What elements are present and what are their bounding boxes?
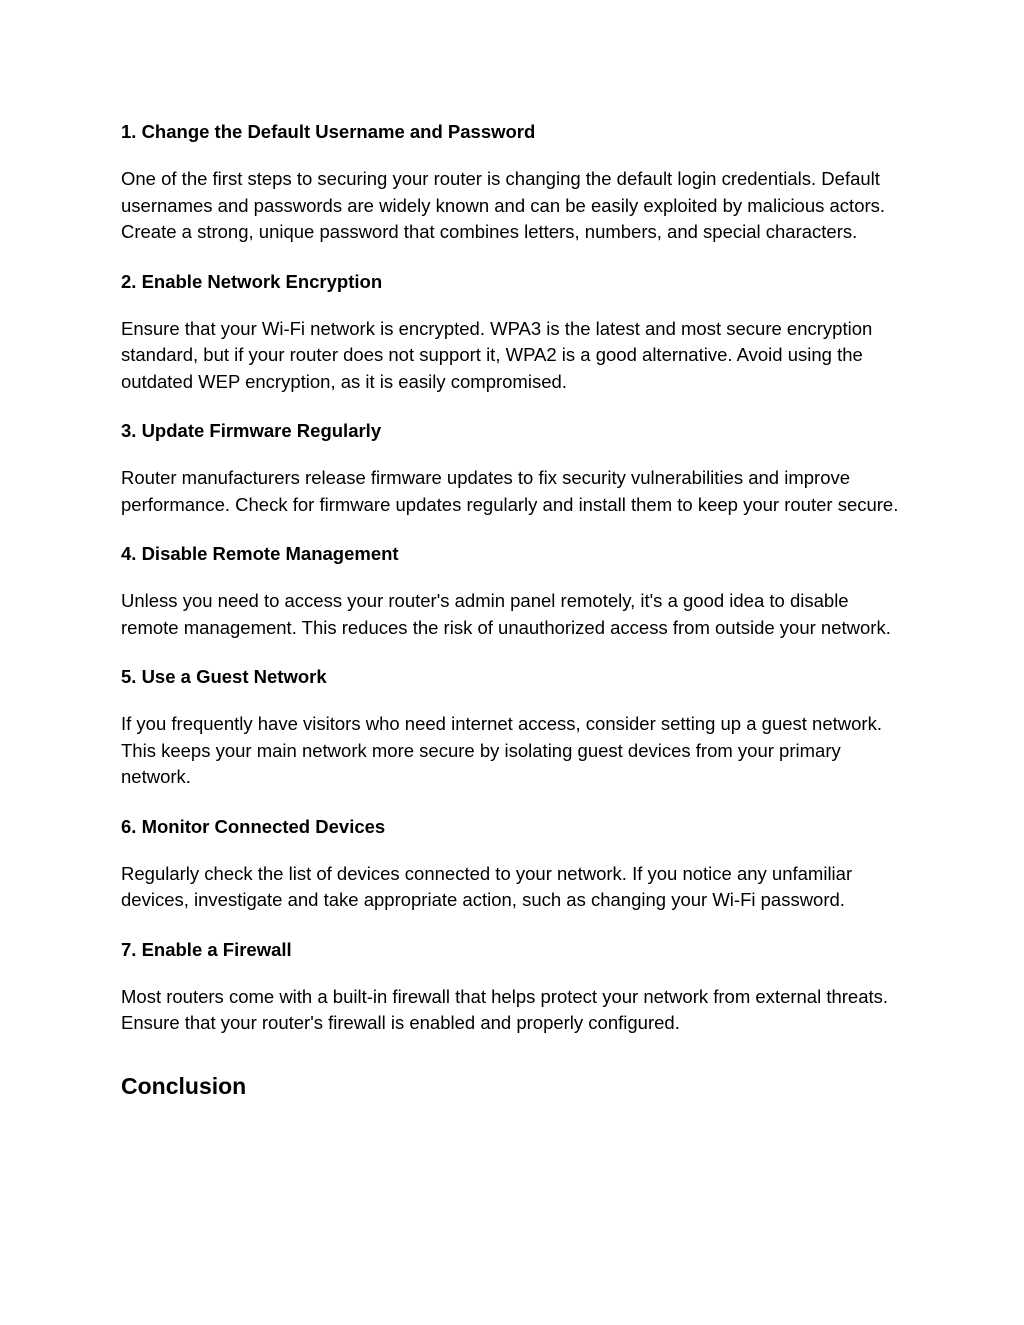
section-heading: 3. Update Firmware Regularly — [121, 420, 382, 441]
section-body: If you frequently have visitors who need internet access, consider setting up a guest network. This keeps your main network more secure by isolating guest devices from your primary network. — [121, 713, 882, 787]
section-heading: 6. Monitor Connected Devices — [121, 815, 386, 837]
section-guest-network — [121, 664, 911, 791]
section-monitor-devices — [121, 814, 911, 914]
section-heading: 7. Enable a Firewall — [121, 938, 292, 960]
section-body: Unless you need to access your router's admin panel remotely, it's a good idea to disable remote management. This reduces the risk of unauthorized access from outside your network. — [121, 590, 891, 638]
section-heading: 5. Use a Guest Network — [121, 666, 327, 687]
section-body: Router manufacturers release firmware updates to fix security vulnerabilities and improve performance. Check for firmware updates regularly and install them to keep your router secure. — [121, 467, 899, 515]
section-update-firmware — [121, 418, 911, 518]
section-heading: 4. Disable Remote Management — [121, 543, 399, 564]
section-disable-remote-management — [121, 541, 911, 641]
section-heading: 2. Enable Network Encryption — [121, 270, 383, 292]
section-change-default-credentials — [121, 119, 911, 246]
section-heading: 1. Change the Default Username and Password — [121, 121, 536, 142]
document-page — [121, 119, 911, 1101]
conclusion-heading: Conclusion — [121, 1072, 247, 1099]
section-body: Regularly check the list of devices connected to your network. If you notice any unfamiliar devices, investigate and take appropriate action, such as changing your Wi-Fi password. — [121, 862, 853, 910]
section-enable-encryption — [121, 269, 911, 396]
section-enable-firewall — [121, 937, 911, 1037]
section-body: Ensure that your Wi-Fi network is encrypted. WPA3 is the latest and most secure encryption standard, but if your router does not support it, WPA2 is a good alternative. Avoid using the outdated WEP encryption, as it is easily compromised. — [121, 317, 873, 392]
section-body: Most routers come with a built-in firewall that helps protect your network from external threats. Ensure that your router's firewall is enabled and properly configured. — [121, 985, 889, 1033]
section-body: One of the first steps to securing your router is changing the default login credentials. Default usernames and passwords are widely known and can be easily exploited by malicious actors. Create a strong, unique password that combines letters, numbers, and special characters. — [121, 168, 886, 242]
